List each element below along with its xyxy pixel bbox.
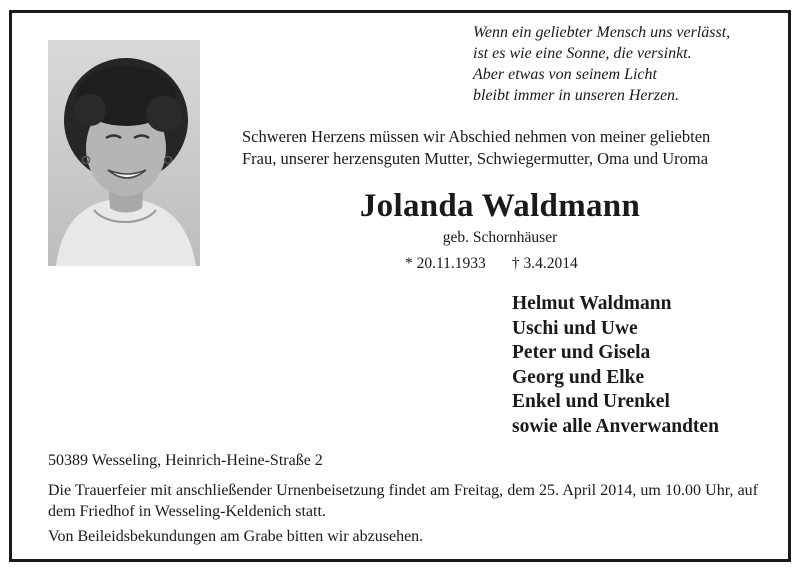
death-date: † 3.4.2014 (511, 255, 578, 272)
portrait-photo (48, 40, 200, 266)
poem-line: Aber etwas von seinem Licht (473, 66, 657, 83)
maiden-name: geb. Schornhäuser (442, 229, 558, 246)
ceremony-info: Die Trauerfeier mit anschließender Urnenbeisetzung findet am Freitag, dem 25. April 2014, um 10.00 Uhr, auf dem Friedhof in Wesseling-Keldenich statt. (48, 482, 758, 520)
birth-date: * 20.11.1933 (405, 255, 486, 272)
mourners-list (512, 292, 719, 439)
mourner: Georg und Elke (512, 366, 645, 388)
poem (473, 22, 773, 106)
intro-text (242, 126, 782, 170)
mourner: Peter und Gisela (512, 342, 651, 363)
mourner: Helmut Waldmann (512, 293, 672, 314)
intro-line: Schweren Herzens müssen wir Abschied nehmen von meiner geliebten (242, 127, 711, 146)
portrait-illustration (48, 40, 200, 266)
poem-line: ist es wie eine Sonne, die versinkt. (473, 45, 692, 62)
intro-line: Frau, unserer herzensguten Mutter, Schwiegermutter, Oma und Uroma (242, 149, 709, 168)
mourner: sowie alle Anverwandten (512, 415, 719, 437)
life-dates (405, 254, 578, 274)
mourner: Enkel und Urenkel (512, 391, 670, 412)
condolence-note: Von Beileidsbekundungen am Grabe bitten wir abzusehen. (48, 528, 424, 545)
poem-line: bleibt immer in unseren Herzen. (473, 87, 680, 104)
mourner: Uschi und Uwe (512, 317, 638, 339)
poem-line: Wenn ein geliebter Mensch uns verlässt, (473, 24, 731, 41)
address: 50389 Wesseling, Heinrich-Heine-Straße 2 (48, 452, 323, 469)
deceased-name: Jolanda Waldmann (359, 188, 641, 224)
